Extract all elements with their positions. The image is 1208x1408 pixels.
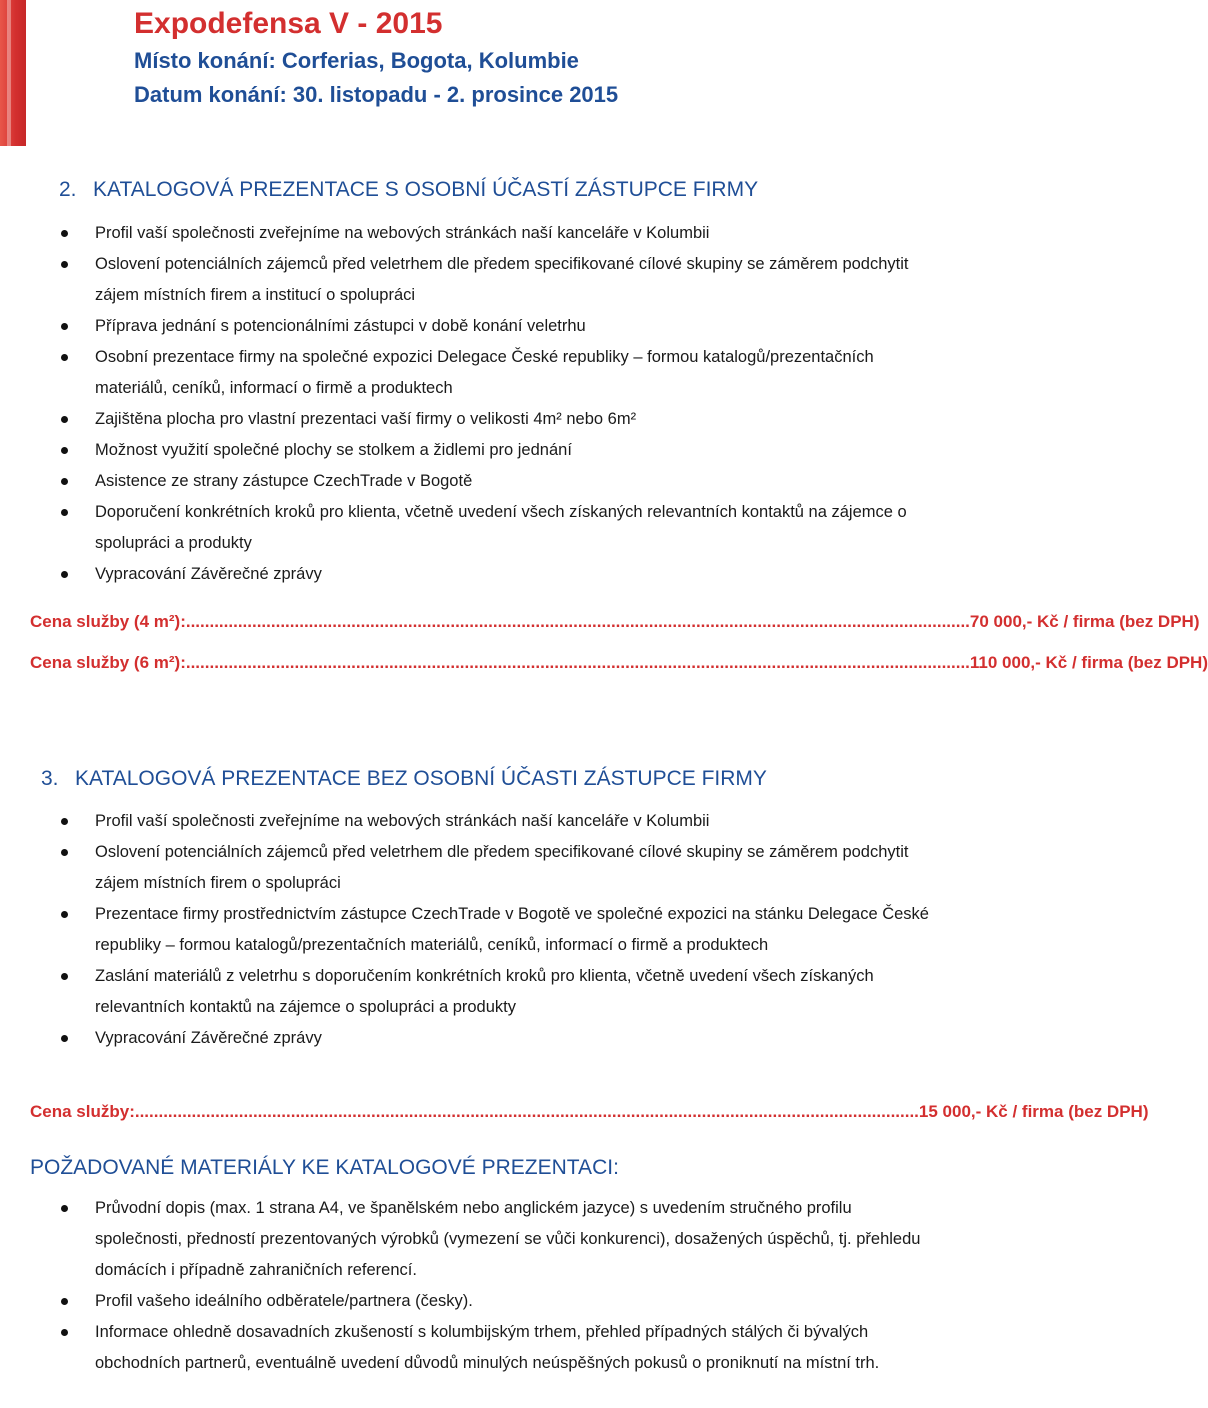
list-item: Zaslání materiálů z veletrhu s doporučením konkrétních kroků pro klienta, včetně uvedení všech získaných relevantních kontaktů na zájemce o spolupráci a produkty — [0, 961, 960, 1023]
list-item: Doporučení konkrétních kroků pro klienta, včetně uvedení všech získaných relevantních kontaktů na zájemce o spolupráci a produkty — [0, 497, 960, 559]
list-item: Oslovení potenciálních zájemců před veletrhem dle předem specifikované cílové skupiny se záměrem podchytit zájem místních firem a institucí o spolupráci — [0, 249, 960, 311]
list-item: Asistence ze strany zástupce CzechTrade v Bogotě — [0, 466, 960, 497]
bullet-icon — [61, 1298, 68, 1305]
bullet-icon — [61, 509, 68, 516]
price-line-service — [30, 1099, 1149, 1125]
bullet-icon — [61, 478, 68, 485]
dot-leader: ...................................................................................................................................................................... — [185, 612, 970, 631]
list-item: Vypracování Závěrečné zprávy — [0, 559, 960, 590]
materials-list — [0, 1193, 960, 1379]
bullet-icon — [61, 1035, 68, 1042]
event-place: Místo konání: Corferias, Bogota, Kolumbie — [134, 48, 579, 73]
list-item: Profil vaší společnosti zveřejníme na webových stránkách naší kanceláře v Kolumbii — [0, 806, 960, 837]
bullet-icon — [61, 416, 68, 423]
event-date: Datum konání: 30. listopadu - 2. prosince 2015 — [134, 82, 619, 107]
bullet-icon — [61, 447, 68, 454]
bullet-icon — [61, 849, 68, 856]
section3-list — [0, 806, 960, 1054]
event-title: Expodefensa V - 2015 — [134, 7, 443, 40]
price-value: 110 000,- Kč / firma (bez DPH) — [969, 653, 1208, 672]
list-item: Osobní prezentace firmy na společné expozici Delegace České republiky – formou katalogů/prezentačních materiálů, ceníků, informací o firmě a produktech — [0, 342, 960, 404]
event-header — [134, 4, 618, 112]
bullet-icon — [61, 1329, 68, 1336]
bullet-icon — [61, 973, 68, 980]
price-label: Cena služby (4 m²): — [30, 612, 186, 631]
list-item: Možnost využití společné plochy se stolkem a židlemi pro jednání — [0, 435, 960, 466]
dot-leader: ...................................................................................................................................................................... — [134, 1102, 919, 1121]
section2-title: KATALOGOVÁ PREZENTACE S OSOBNÍ ÚČASTÍ ZÁSTUPCE FIRMY — [93, 178, 759, 201]
section2-heading — [59, 176, 758, 204]
dot-leader: ...................................................................................................................................................................... — [185, 653, 970, 672]
price-label: Cena služby: — [30, 1102, 135, 1121]
list-item: Průvodní dopis (max. 1 strana A4, ve španělském nebo anglickém jazyce) s uvedením stručného profilu společnosti, předností prezentovaných výrobků (vymezení se vůči konkurenci), dosažených úspěchů, tj. přehledu domácích i případně zahraničních referencí. — [0, 1193, 960, 1286]
list-item: Oslovení potenciálních zájemců před veletrhem dle předem specifikované cílové skupiny se záměrem podchytit zájem místních firem o spolupráci — [0, 837, 960, 899]
price-value: 15 000,- Kč / firma (bez DPH) — [918, 1102, 1149, 1121]
price-value: 70 000,- Kč / firma (bez DPH) — [969, 612, 1200, 631]
price-line-4m2 — [30, 609, 1200, 635]
price-line-6m2 — [30, 650, 1208, 676]
bullet-icon — [61, 261, 68, 268]
section2-number: 2. — [59, 178, 77, 201]
section3-title: KATALOGOVÁ PREZENTACE BEZ OSOBNÍ ÚČASTI ZÁSTUPCE FIRMY — [75, 767, 767, 790]
materials-heading: POŽADOVANÉ MATERIÁLY KE KATALOGOVÉ PREZENTACI: — [30, 1156, 619, 1179]
section2-list — [0, 218, 960, 590]
bullet-icon — [61, 354, 68, 361]
list-item: Zajištěna plocha pro vlastní prezentaci vaší firmy o velikosti 4m² nebo 6m² — [0, 404, 960, 435]
list-item: Příprava jednání s potencionálními zástupci v době konání veletrhu — [0, 311, 960, 342]
list-item: Profil vašeho ideálního odběratele/partnera (česky). — [0, 1286, 960, 1317]
list-item: Profil vaší společnosti zveřejníme na webových stránkách naší kanceláře v Kolumbii — [0, 218, 960, 249]
list-item: Prezentace firmy prostřednictvím zástupce CzechTrade v Bogotě ve společné expozici na stánku Delegace České republiky – formou katalogů/prezentačních materiálů, ceníků, informací o firmě a produktech — [0, 899, 960, 961]
logo-stripe — [0, 0, 26, 146]
list-item: Vypracování Závěrečné zprávy — [0, 1023, 960, 1054]
bullet-icon — [61, 911, 68, 918]
list-item: Informace ohledně dosavadních zkušeností s kolumbijským trhem, přehled případných stálých či bývalých obchodních partnerů, eventuálně uvedení důvodů minulých neúspěšných pokusů o proniknutí na místní trh. — [0, 1317, 960, 1379]
price-label: Cena služby (6 m²): — [30, 653, 186, 672]
bullet-icon — [61, 323, 68, 330]
bullet-icon — [61, 230, 68, 237]
section3-heading — [41, 765, 767, 793]
bullet-icon — [61, 571, 68, 578]
section3-number: 3. — [41, 767, 59, 790]
bullet-icon — [61, 818, 68, 825]
bullet-icon — [61, 1205, 68, 1212]
